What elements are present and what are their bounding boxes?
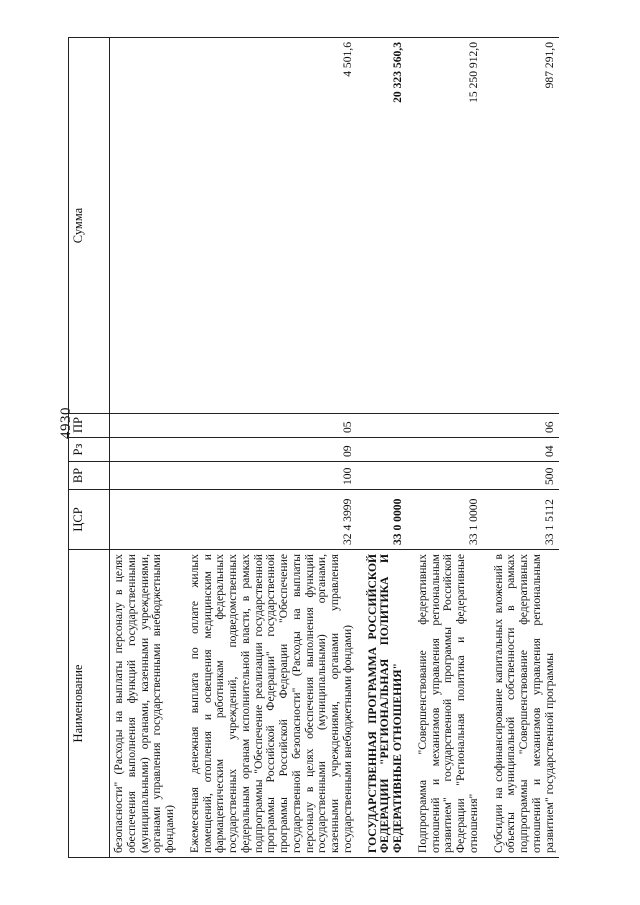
row-rz <box>364 438 408 462</box>
table-row <box>186 38 358 858</box>
col-header-csr: ЦСР <box>69 490 110 550</box>
row-pr <box>364 414 408 438</box>
row-pr: 05 <box>186 414 358 438</box>
table-row <box>364 38 408 858</box>
row-sum: 20 323 560,3 <box>364 38 408 414</box>
row-name: Субсидии на софинансирование капитальных вложений в объекты муниципальной собственности в рамках подпрограммы "Совершенствование федеративных отношений и механизмов управления региональным развитием" государственной программы <box>490 550 560 858</box>
col-header-sum: Сумма <box>69 38 110 414</box>
row-vr <box>110 462 180 490</box>
col-header-pr: ПР <box>69 414 110 438</box>
row-rz <box>414 438 484 462</box>
table-header-row <box>69 38 110 858</box>
page-number: 4930 <box>58 407 74 439</box>
table-row <box>490 38 560 858</box>
row-pr: 06 <box>490 414 560 438</box>
row-csr: 33 1 0000 <box>414 490 484 550</box>
row-vr <box>364 462 408 490</box>
rotated-page-content <box>68 38 613 858</box>
row-sum: 987 291,0 <box>490 38 560 414</box>
row-csr: 33 1 5112 <box>490 490 560 550</box>
table-row <box>110 38 180 858</box>
table-row <box>414 38 484 858</box>
row-rz: 04 <box>490 438 560 462</box>
budget-table <box>68 37 559 858</box>
row-vr: 500 <box>490 462 560 490</box>
row-name: Подпрограмма "Совершенствование федеративных отношений и механизмов управления региональным развитием" государственной программы Российской Федерации "Региональная политика и федеративные отношения" <box>414 550 484 858</box>
row-pr <box>414 414 484 438</box>
row-rz <box>110 438 180 462</box>
row-vr: 100 <box>186 462 358 490</box>
row-name: безопасности" (Расходы на выплаты персоналу в целях обеспечения выполнения функций государственными (муниципальными) органами, казенными учреждениями, органами управления государственными внебюджетными фондами) <box>110 550 180 858</box>
row-sum: 15 250 912,0 <box>414 38 484 414</box>
row-csr <box>110 490 180 550</box>
row-csr: 33 0 0000 <box>364 490 408 550</box>
row-sum: 4 501,6 <box>186 38 358 414</box>
col-header-name: Наименование <box>69 550 110 858</box>
col-header-rz: Рз <box>69 438 110 462</box>
col-header-vr: ВР <box>69 462 110 490</box>
row-csr: 32 4 3999 <box>186 490 358 550</box>
row-name: Ежемесячная денежная выплата по оплате жилых помещений, отопления и освещения медицинским и фармацевтическим работникам федеральных государственных учреждений, подведомственных федеральным органам исполнительной власти, в рамках подпрограммы "Обеспечение реализации государственной программы Российской Федерации" государственной программы Российской Федерации "Обеспечение государственной безопасности" (Расходы на выплаты персоналу в целях обеспечения выполнения функций государственными (муниципальными) органами, казенными учреждениями, органами управления государственными внебюджетными фондами) <box>186 550 358 858</box>
row-pr <box>110 414 180 438</box>
row-vr <box>414 462 484 490</box>
row-sum <box>110 38 180 414</box>
row-name: ГОСУДАРСТВЕННАЯ ПРОГРАММА РОССИЙСКОЙ ФЕДЕРАЦИИ "РЕГИОНАЛЬНАЯ ПОЛИТИКА И ФЕДЕРАТИВНЫЕ ОТНОШЕНИЯ" <box>364 550 408 858</box>
row-rz: 09 <box>186 438 358 462</box>
